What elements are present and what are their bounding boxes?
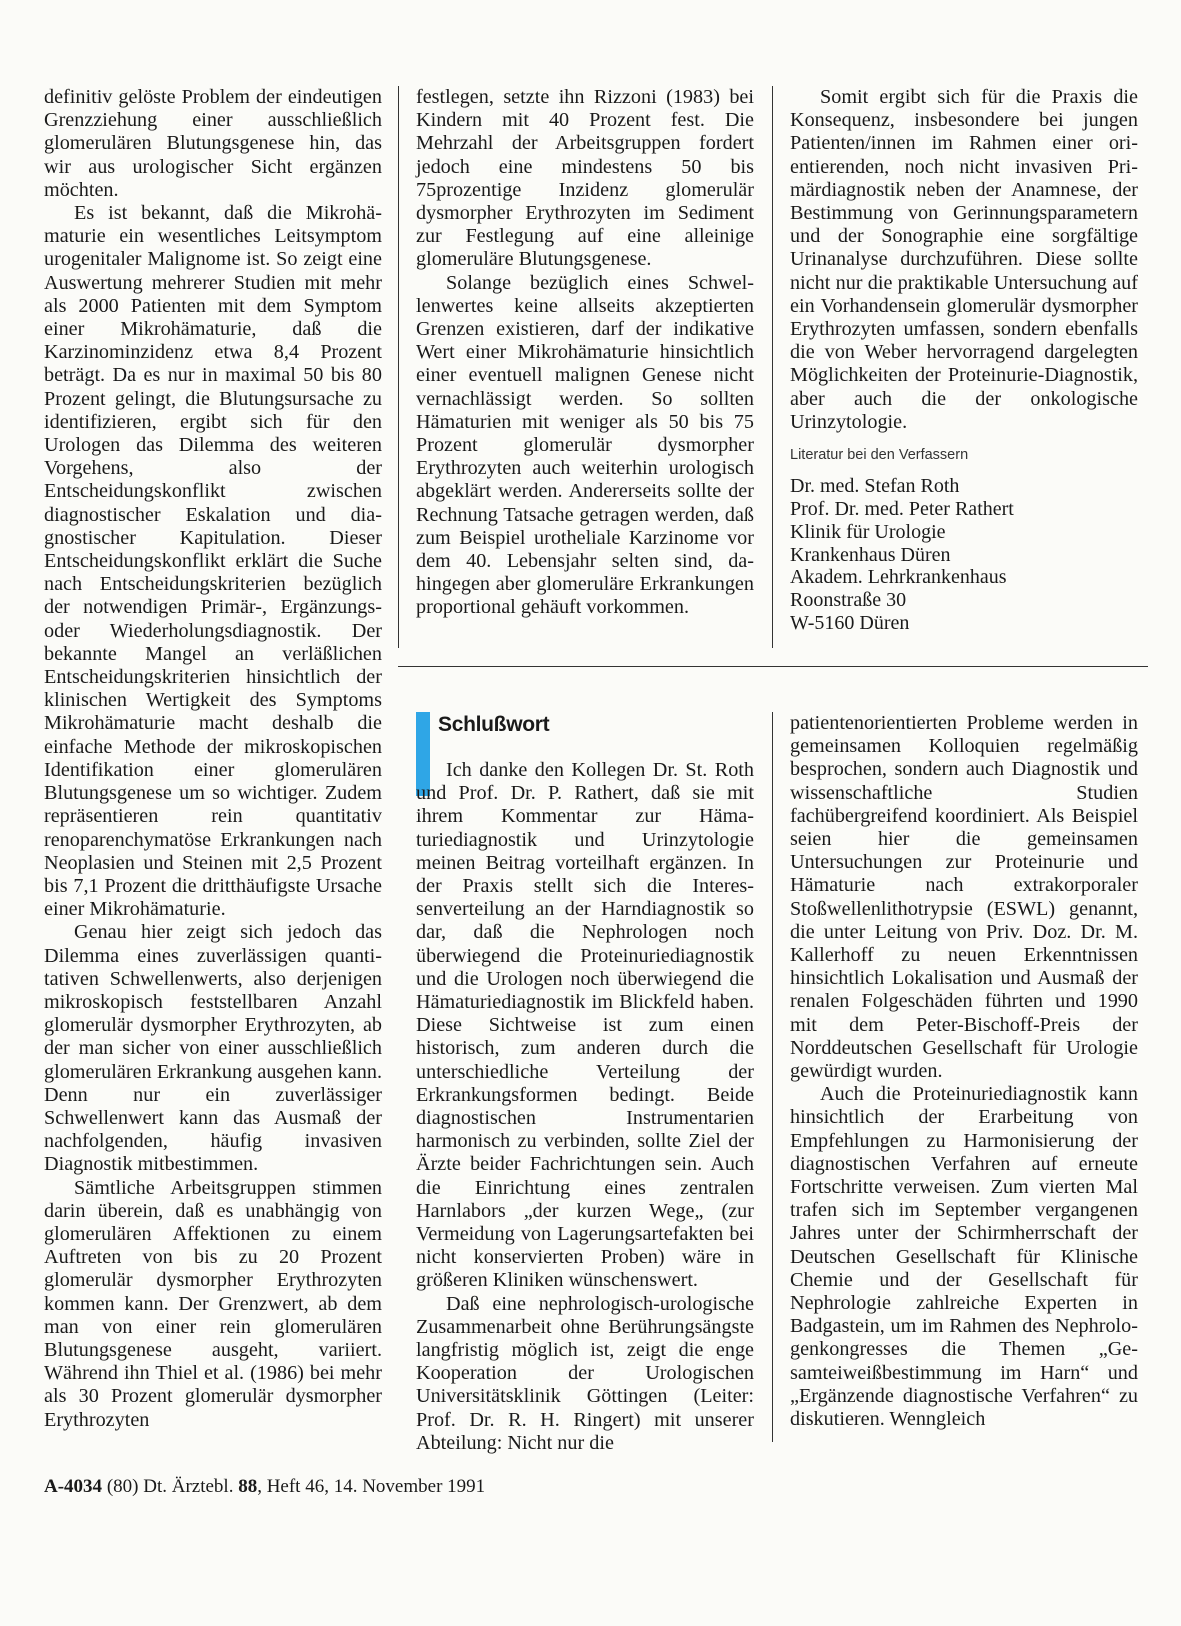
address-line: Krankenhaus Düren bbox=[790, 543, 951, 566]
address-line: W-5160 Düren bbox=[790, 612, 910, 635]
schlusswort-column-1 bbox=[416, 759, 754, 1455]
paragraph: Somit ergibt sich für die Praxis die Konsequenz, insbesondere bei jungen Patienten/innen im Rahmen einer orientierenden, noch nicht invasiven Primärdiagnostik neben der Anamnese, der Bestimmung von Gerinnungsparametern und der Sonographie eine sorgfältige Urinanalyse durchzuführen. Diese sollte nicht nur die praktikable Untersuchung auf ein Vorhandensein glomerulär dysmorpher Erythrozyten umfassen, sondern ebenfalls die von Weber hervorragend dargelegten Möglichkeiten der Proteinurie-Diagnostik, aber auch die der onkologische Urinzytologie. bbox=[790, 86, 1138, 433]
paragraph: festlegen, setzte ihn Rizzoni (1983) bei Kindern mit 40 Prozent fest. Die Mehrzahl der Arbeitsgruppen fordert jedoch eine mindestens 50 bis 75prozentige Inzidenz glomerulär dysmorpher Erythrozyten im Sediment zur Festlegung auf eine alleinige glomeruläre Blutungsgenese. bbox=[416, 86, 754, 271]
footer-issue: , Heft 46, 14. November 1991 bbox=[257, 1476, 486, 1497]
section-divider bbox=[398, 666, 1148, 667]
address-line: Akadem. Lehrkrankenhaus bbox=[790, 566, 1007, 589]
article-column-2 bbox=[416, 86, 754, 620]
address-line: Klinik für Urologie bbox=[790, 520, 946, 543]
page-footer bbox=[44, 1476, 485, 1498]
address-line: Prof. Dr. med. Peter Rathert bbox=[790, 498, 1014, 521]
column-divider bbox=[398, 86, 399, 648]
paragraph: patientenorientierten Probleme werden in gemeinsamen Kolloquien regelmäßig besprochen, sondern auch Diagnostik und wissenschaftliche Studien fachübergreifend koordiniert. Als Beispiel seien hier die gemeinsamen Untersuchungen zur Proteinurie und Hämaturie nach extrakorporaler Stoßwellenlithotrypsie (ESWL) genannt, die unter Leitung von Priv. Doz. Dr. M. Kallerhoff zu neuen Erkenntnissen hinsichtlich Lokalisation und Ausmaß der renalen Folgeschäden führten und 1990 mit dem Peter-Bischoff-Preis der Norddeutschen Gesellschaft für Urologie gewürdigt wurden. bbox=[790, 712, 1138, 1083]
paragraph: Daß eine nephrologisch-urologische Zusammenarbeit ohne Berührungsängste langfristig möglich ist, zeigt die enge Kooperation der Urologischen Universitätsklinik Göttingen (Leiter: Prof. Dr. R. H. Ringert) mit unserer Abteilung: Nicht nur die bbox=[416, 1292, 754, 1454]
column-divider bbox=[772, 86, 773, 648]
paragraph: Solange bezüglich eines Schwellenwertes keine allseits akzeptierten Grenzen existieren, darf der indikative Wert einer Mikrohämaturie hinsichtlich einer eventuell malignen Genese nicht vernachlässigt werden. So sollten Hämaturien mit weniger als 50 bis 75 Prozent glomerulär dysmorpher Erythrozyten auch weiterhin urologisch abgeklärt werden. Andererseits sollte der Rechnung Tatsache getragen werden, daß zum Beispiel urotheliale Karzinome vor dem 40. Lebensjahr selten sind, dahingegen aber glomeruläre Erkrankungen proportional gehäuft vorkommen. bbox=[416, 271, 754, 619]
address-line: Dr. med. Stefan Roth bbox=[790, 475, 960, 498]
footer-volume: 88 bbox=[238, 1476, 258, 1497]
paragraph: Auch die Proteinuriediagnostik kann hinsichtlich der Erarbeitung von Empfehlungen zu Harmonisierung der diagnostischen Verfahren auf erneute Fortschritte verweisen. Zum vierten Mal trafen sich im September vergangenen Jahres unter der Schirmherrschaft der Deutschen Gesellschaft für Klinische Chemie und der Gesellschaft für Nephrologie zahlreiche Experten in Badgastein, um im Rahmen des Nephrologenkongresses die Themen „Gesamteiweißbestimmung im Harn“ und „Ergänzende diagnostische Verfahren“ zu diskutieren. Wenngleich bbox=[790, 1083, 1138, 1431]
paragraph: Ich danke den Kollegen Dr. St. Roth und Prof. Dr. P. Rathert, daß sie mit ihrem Kommentar zur Hämaturiediagnostik und Urinzytologie meinen Beitrag vorteilhaft ergänzen. In der Praxis stellt sich die Interessenverteilung an der Harndiagnostik so dar, daß die Nephrologen noch überwiegend die Proteinuriediagnostik und die Urologen noch überwiegend die Hämaturiediagnostik im Blickfeld haben. Diese Sichtweise ist zum einen historisch, zum anderen durch die unterschiedliche Verteilung der Erkrankungsformen bedingt. Beide diagnostischen Instrumentarien harmonisch zu verbinden, sollte Ziel der Ärzte beider Fachrichtungen sein. Auch die Einrichtung eines zentralen Harnlabors „der kurzen Wege„ (zur Vermeidung von Lagerungsartefakten bei nicht konservierten Proben) wäre in größeren Kliniken wünschenswert. bbox=[416, 759, 754, 1292]
section-heading-block bbox=[416, 712, 756, 762]
article-column-3 bbox=[790, 86, 1138, 635]
section-title: Schlußwort bbox=[438, 713, 550, 736]
column-divider bbox=[772, 712, 773, 1442]
author-address bbox=[790, 475, 1138, 635]
paragraph: Es ist bekannt, daß die Mikrohämaturie ein wesentliches Leitsymptom urogenitaler Malignome ist. So zeigt eine Auswertung mehrerer Studien mit mehr als 2000 Patienten mit dem Symptom einer Mikrohämaturie, daß die Karzinominzidenz etwa 8,4 Prozent beträgt. Da es nur in maximal 50 bis 80 Prozent gelingt, die Blutungsursache zu identifizieren, ergibt sich für den Urologen das Dilemma des weiteren Vorgehens, also der Entscheidungskonflikt zwischen diagnostischer Eskalation und diagnostischer Kapitulation. Dieser Entscheidungskonflikt erklärt die Suche nach Entscheidungskriterien bezüglich der notwendigen Primär-, Ergänzungsoder Wiederholungsdiagnostik. Der bekannte Mangel an verläßlichen Entscheidungskriterien hinsichtlich der klinischen Wertigkeit des Symptoms Mikrohämaturie macht deshalb die einfache Methode der mikroskopischen Identifikation einer glomerulären Blutungsgenese um so wichtiger. Zudem repräsentieren rein quantitativ renoparenchymatöse Erkrankungen nach Neoplasien und Steinen mit 2,5 Prozent bis 7,1 Prozent die dritthäufigste Ursache einer Mikrohämaturie. bbox=[44, 202, 382, 921]
footer-journal: (80) Dt. Ärztebl. bbox=[106, 1476, 234, 1497]
paragraph: definitiv gelöste Problem der eindeutigen Grenzziehung einer ausschließlich glomerulären Blutungsgenese hin, das wir aus urologischer Sicht ergänzen möchten. bbox=[44, 86, 382, 201]
paragraph: Genau hier zeigt sich jedoch das Dilemma eines zuverlässigen quantitativen Schwellenwerts, also derjenigen mikroskopisch feststellbaren Anzahl glomerulär dysmorpher Erythrozyten, ab der man sicher von einer ausschließlich glomerulären Erkrankung ausgehen kann. Denn nur ein zuverlässiger Schwellenwert kann das Ausmaß der nachfolgenden, häufig invasiven Diagnostik mitbestimmen. bbox=[44, 921, 382, 1176]
literature-note: Literatur bei den Verfassern bbox=[790, 447, 969, 464]
address-line: Roonstraße 30 bbox=[790, 589, 907, 612]
paragraph: Sämtliche Arbeitsgruppen stimmen darin überein, daß es unabhängig von glomerulären Affektionen zu einem Auftreten von bis zu 20 Prozent glomerulär dysmorpher Erythrozyten kommen kann. Der Grenzwert, ab dem man von einer rein glomerulären Blutungsgenese ausgeht, variiert. Während ihn Thiel et al. (1986) bei mehr als 30 Prozent glomerulär dysmorpher Erythrozyten bbox=[44, 1176, 382, 1431]
schlusswort-column-2 bbox=[790, 712, 1138, 1431]
page-number: A-4034 bbox=[44, 1476, 103, 1497]
article-column-1 bbox=[44, 86, 382, 1432]
